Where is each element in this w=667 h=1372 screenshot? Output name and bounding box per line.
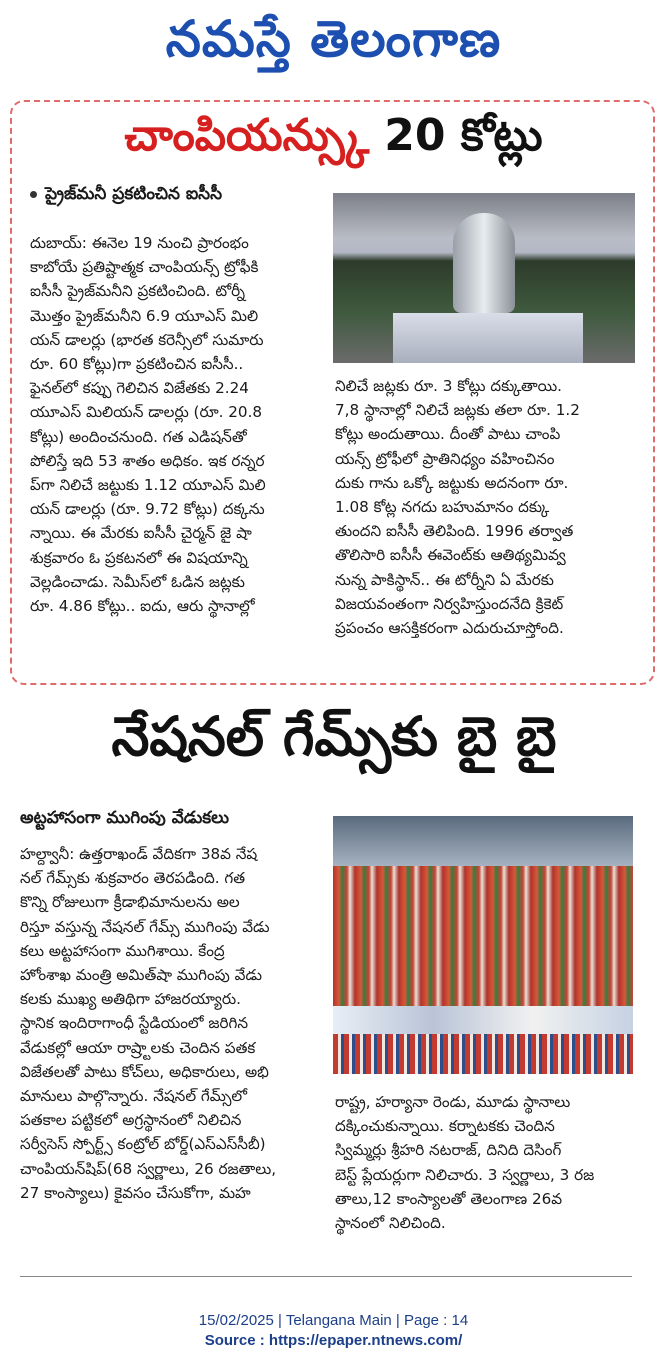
story1-subhead [30, 182, 222, 206]
text-line: హల్ద్వానీ: ఉత్తరాఖండ్‌ వేదికగా 38వ నేష [20, 845, 258, 863]
text-line: కొన్ని రోజులుగా క్రీడాభిమానులను అల [20, 893, 240, 912]
text-line: స్థానిక ఇందిరాగాంధీ స్టేడియంలో జరిగిన [20, 1014, 249, 1033]
story1-column-2 [335, 374, 633, 640]
text-line: వెల్లడించాడు. సెమీస్‌లో ఓడిన జట్లకు [30, 572, 245, 591]
story2-headline: నేషనల్‌ గేమ్స్‌కు బై బై [111, 705, 557, 768]
text-line: తొలిసారి ఐసీసీ ఈవెంట్‌కు ఆతిథ్యమివ్వ [335, 546, 566, 565]
text-line: శుక్రవారం ఓ ప్రకటనలో ఈ విషయాన్ని [30, 548, 248, 567]
closing-ceremony-photo [333, 816, 633, 1074]
story2-column-2 [335, 1090, 633, 1235]
text-line: రూ. 60 కోట్లు)గా ప్రకటించిన ఐసీసీ.. [30, 355, 244, 374]
text-line: న్నాయి. ఈ మేరకు ఐసీసీ చైర్మన్‌ జై షా [30, 524, 252, 543]
trophy-stand [393, 313, 583, 363]
text-line: రూ. 4.86 కోట్లు.. ఐదు, ఆరు స్థానాల్లో [30, 597, 255, 616]
footer-divider [20, 1276, 632, 1277]
story2-subhead: అట్టహాసంగా ముగింపు వేడుకలు [20, 808, 230, 828]
stage-band [333, 1006, 633, 1034]
text-line: పోలిస్తే ఇది 53 శాతం అధికం. ఇక రన్నర [30, 451, 265, 470]
text-line: రాష్ట్ర, హర్యానా రెండు, మూడు స్థానాలు [335, 1093, 571, 1111]
text-line: చాంపియన్‌షిప్‌(68 స్వర్ణాలు, 26 రజతాలు, [20, 1159, 277, 1178]
story1-headline-red: చాంపియన్స్ [124, 110, 369, 161]
crowd-foreground [333, 1034, 633, 1074]
text-line: తాలు,12 కాంస్యాలతో తెలంగాణ 26వ [335, 1189, 563, 1208]
text-line: ప్‌గా నిలిచే జట్టుకు 1.12 యూఎస్‌ మిలి [30, 476, 266, 495]
stadium-lights [333, 816, 633, 866]
footer-edition-info: 15/02/2025 | Telangana Main | Page : 14 [198, 1312, 469, 1329]
text-line: కాబోయే ప్రతిష్టాత్మక చాంపియన్స్‌ ట్రోఫీకి [30, 258, 259, 277]
text-line: కలు అట్టహాసంగా ముగిశాయి. కేంద్ర [20, 941, 225, 960]
text-line: యన్‌ డాలర్లు (భారత కరెన్సీలో సుమారు [30, 330, 264, 349]
story1-subhead-text: ప్రైజ్‌మనీ ప్రకటించిన ఐసీసీ [45, 184, 223, 204]
text-line: వేడుకల్లో ఆయా రాష్ర్టాలకు చెందిన పతక [20, 1038, 256, 1057]
story1-column-1 [30, 231, 314, 618]
text-line: నిలిచే జట్లకు రూ. 3 కోట్లు దక్కుతాయి. [335, 377, 562, 395]
footer-source: Source : https://epaper.ntnews.com/ [204, 1332, 463, 1349]
text-line: మానులు పాల్గొన్నారు. నేషనల్‌ గేమ్స్‌లో [20, 1087, 247, 1106]
text-line: రిస్తూ వస్తున్న నేషనల్‌ గేమ్స్‌ ముగింపు వేడు [20, 917, 270, 936]
text-line: నల్‌ గేమ్స్‌కు శుక్రవారం తెరపడింది. గత [20, 869, 246, 888]
text-line: దుకు గాను ఒక్కో జట్టుకు అదనంగా రూ. [335, 473, 569, 492]
text-line: స్విమ్మర్లు శ్రీహరి నటరాజ్‌, దినిది దెసింగ్‌ [335, 1141, 562, 1160]
text-line: యన్‌ డాలర్లు (రూ. 9.72 కోట్లు) దక్కను [30, 500, 265, 519]
text-line: దుబాయ్‌: ఈనెల 19 నుంచి ప్రారంభం [30, 234, 249, 252]
text-line: ఐసీసీ ప్రైజ్‌మనీని ప్రకటించింది. టోర్నీ [30, 282, 246, 301]
masthead-logo: నమస్తే తెలంగాణ [165, 10, 502, 68]
text-line: విజేతలతో పాటు కోచ్‌లు, అధికారులు, అభి [20, 1062, 269, 1081]
story1-headline [20, 108, 647, 164]
text-line: సర్వీసెస్‌ స్పోర్ట్స్‌ కంట్రోల్‌ బోర్డ్‌(ఎస్‌ఎస్‌సీబీ) [20, 1135, 266, 1154]
trophy-photo [333, 193, 635, 363]
story2-column-1 [20, 842, 316, 1205]
text-line: కలకు ముఖ్య అతిథిగా హాజరయ్యారు. [20, 990, 241, 1009]
text-line: ఫైనల్‌లో కప్పు గెలిచిన విజేతకు 2.24 [30, 379, 249, 398]
text-line: హోంశాఖ మంత్రి అమిత్‌షా ముగింపు వేడు [20, 966, 262, 985]
text-line: నున్న పాకిస్థాన్‌.. ఈ టోర్నీని ఏ మేరకు [335, 570, 554, 589]
text-line: స్థానంలో నిలిచింది. [335, 1214, 446, 1233]
text-line: దక్కించుకున్నాయి. కర్నాటకకు చెందిన [335, 1117, 555, 1136]
text-line: కోట్లు అందుతాయి. దీంతో పాటు చాంపి [335, 425, 561, 444]
text-line: పతకాల పట్టికలో అగ్రస్థానంలో నిలిచిన [20, 1111, 242, 1130]
text-line: యూఎస్‌ మిలియన్‌ డాలర్లు (రూ. 20.8 [30, 403, 263, 422]
text-line: ప్రపంచం ఆసక్తికరంగా ఎదురుచూస్తోంది. [335, 619, 564, 638]
trophy-image [453, 213, 515, 313]
text-line: యన్స్‌ ట్రోఫీలో ప్రాతినిధ్యం వహించినం [335, 449, 555, 468]
text-line: విజయవంతంగా నిర్వహిస్తుందనేది క్రికెట్‌ [335, 594, 564, 613]
text-line: బెస్ట్‌ ప్లేయర్లుగా నిలిచారు. 3 స్వర్ణాలు, 3 రజ [335, 1165, 595, 1184]
text-line: మొత్తం ప్రైజ్‌మనీని 6.9 యూఎస్‌ మిలి [30, 306, 259, 325]
text-line: 7,8 స్థానాల్లో నిలిచే జట్లకు తలా రూ. 1.2 [335, 401, 580, 420]
text-line: కోట్లు) అందించనుంది. గత ఎడిషన్‌తో [30, 427, 247, 446]
text-line: 1.08 కోట్ల నగదు బహుమానం దక్కు [335, 498, 550, 517]
story1-headline-black: కు 20 కోట్లు [368, 110, 543, 161]
bullet-icon [30, 191, 37, 198]
text-line: 27 కాంస్యాలు) కైవసం చేసుకోగా, మహ [20, 1183, 251, 1202]
text-line: తుందని ఐసీసీ తెలిపింది. 1996 తర్వాత [335, 522, 574, 541]
